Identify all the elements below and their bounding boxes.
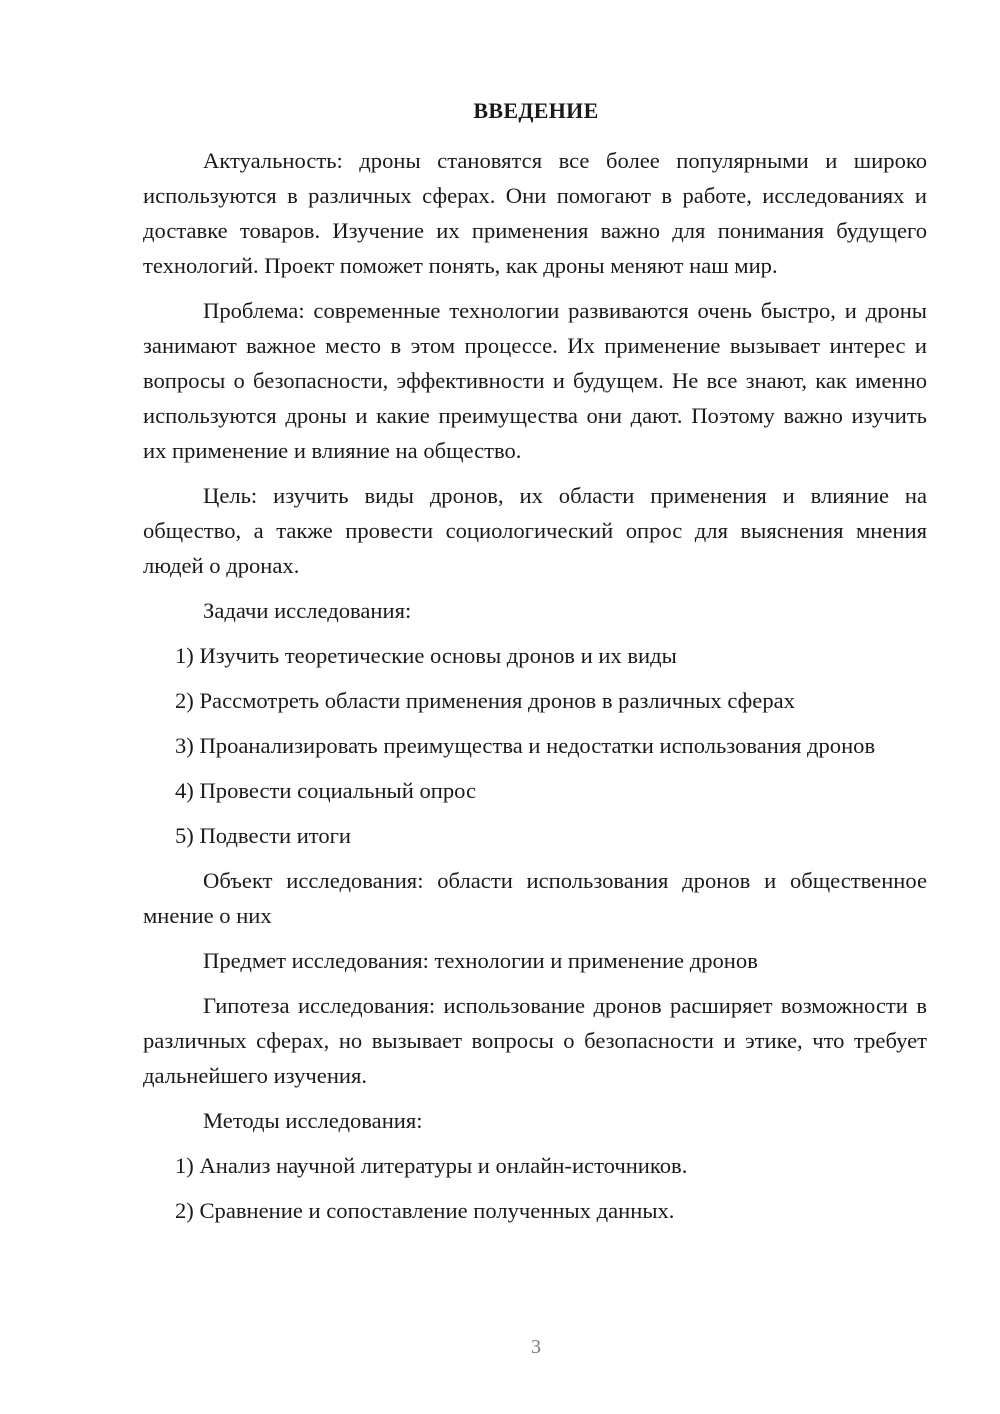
task-item-3: 3) Проанализировать преимущества и недостатки использования дронов [175,733,876,758]
paragraph-problem: Проблема: современные технологии развиваются очень быстро, и дроны занимают важное место в этом процессе. Их применение вызывает интерес и вопросы о безопасности, эффективности и будущем. Не все знают, как именно используются дроны и какие преимущества они дают. Поэтому важно изучить их применение и влияние на общество. [143,298,927,463]
body-text [143,143,927,1228]
paragraph-object: Объект исследования: области использования дронов и общественное мнение о них [143,868,927,928]
paragraph-subject: Предмет исследования: технологии и применение дронов [203,948,758,973]
methods-title: Методы исследования: [203,1108,423,1133]
method-item-2: 2) Сравнение и сопоставление полученных данных. [175,1198,675,1223]
paragraph-hypothesis: Гипотеза исследования: использование дронов расширяет возможности в различных сферах, но вызывает вопросы о безопасности и этике, что требует дальнейшего изучения. [143,993,927,1088]
page-number: 3 [531,1336,541,1358]
paragraph-goal: Цель: изучить виды дронов, их области применения и влияние на общество, а также провести социологический опрос для выяснения мнения людей о дронах. [143,483,927,578]
paragraph-relevance: Актуальность: дроны становятся все более популярными и широко используются в различных сферах. Они помогают в работе, исследованиях и доставке товаров. Изучение их применения важно для понимания будущего технологий. Проект поможет понять, как дроны меняют наш мир. [143,148,927,278]
tasks-title: Задачи исследования: [203,598,412,623]
task-item-5: 5) Подвести итоги [175,823,352,848]
task-item-1: 1) Изучить теоретические основы дронов и их виды [175,643,677,668]
task-item-4: 4) Провести социальный опрос [175,778,477,803]
section-heading: ВВЕДЕНИЕ [473,98,599,123]
task-item-2: 2) Рассмотреть области применения дронов в различных сферах [175,688,795,713]
method-item-1: 1) Анализ научной литературы и онлайн-источников. [175,1153,688,1178]
